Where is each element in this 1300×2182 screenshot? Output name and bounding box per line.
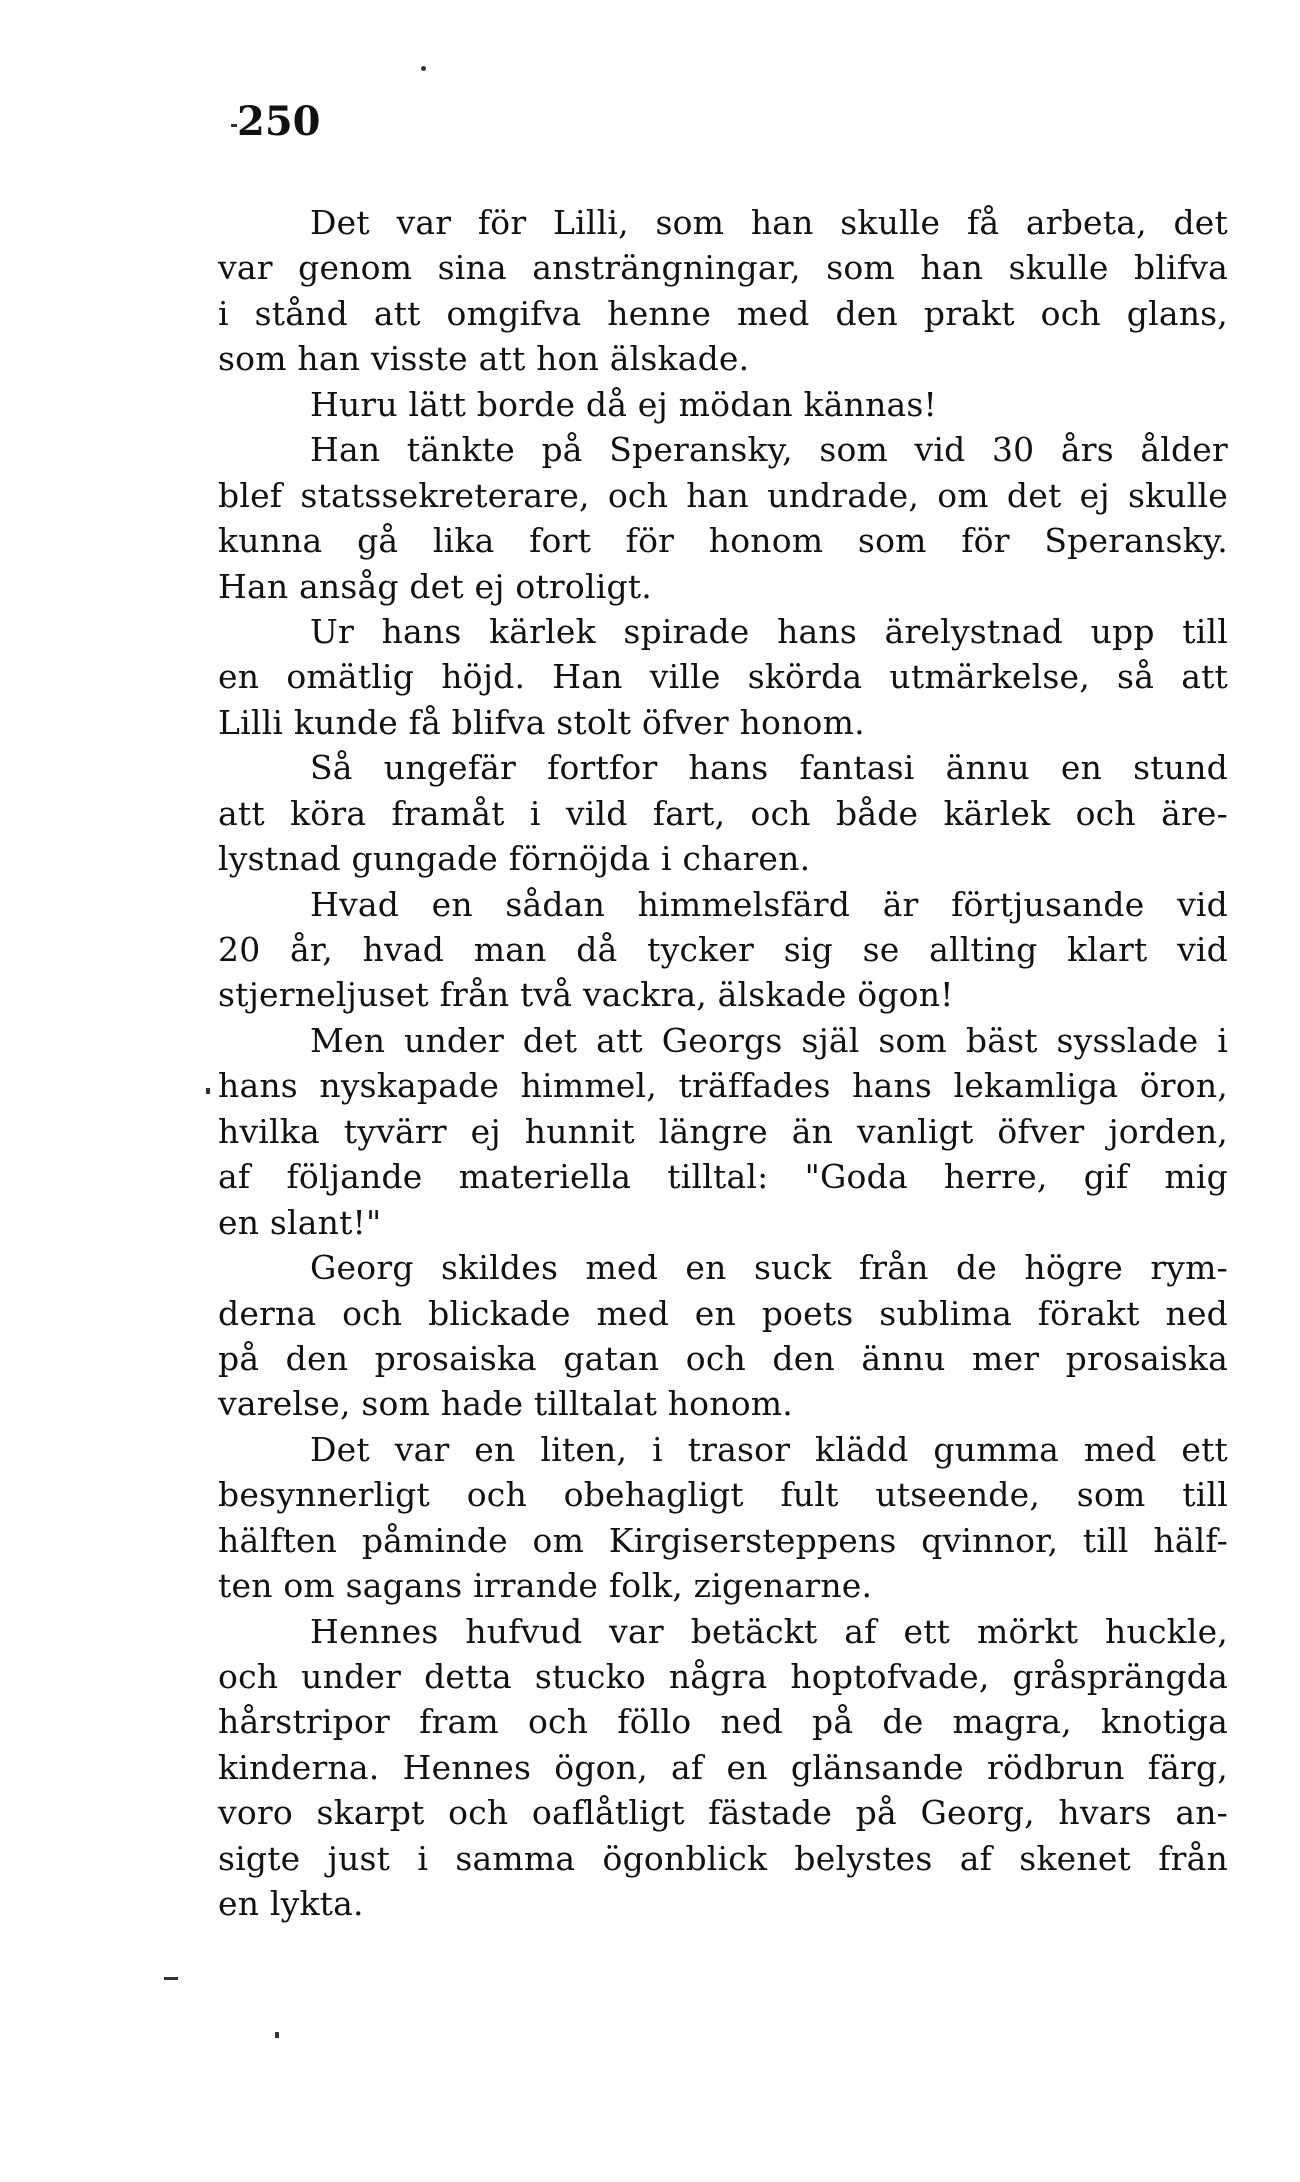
text-line: sigte just i samma ögonblick belystes af skenet från — [218, 1838, 1228, 1878]
print-speck — [421, 66, 426, 71]
text-line: Det var en liten, i trasor klädd gumma med ett — [310, 1429, 1228, 1469]
text-line: Georg skildes med en suck från de högre rym- — [310, 1248, 1228, 1288]
text-line: och under detta stucko några hoptofvade, gråsprängda — [218, 1657, 1228, 1696]
text-line: hvilka tyvärr ej hunnit längre än vanligt öfver jorden, — [218, 1111, 1228, 1151]
text-line: en lykta. — [218, 1884, 364, 1924]
text-line: voro skarpt och oaflåtligt fästade på Georg, hvars an- — [218, 1793, 1228, 1833]
text-line: ten om sagans irrande folk, zigenarne. — [218, 1566, 873, 1606]
text-line: stjerneljuset från två vackra, älskade ögon! — [218, 975, 954, 1015]
text-line: blef statssekreterare, och han undrade, om det ej skulle — [218, 475, 1228, 515]
text-line: att köra framåt i vild fart, och både kärlek och äre- — [218, 793, 1228, 833]
text-line: varelse, som hade tilltalat honom. — [218, 1384, 793, 1424]
text-line: besynnerligt och obehagligt fult utseende, som till — [218, 1475, 1228, 1515]
text-line: lystnad gungade förnöjda i charen. — [218, 839, 811, 879]
text-line: kinderna. Hennes ögon, af en glänsande rödbrun färg, — [218, 1747, 1228, 1787]
text-line: i stånd att omgifva henne med den prakt och glans, — [218, 293, 1228, 333]
text-line: Så ungefär fortfor hans fantasi ännu en stund — [310, 748, 1228, 788]
text-line: på den prosaiska gatan och den ännu mer prosaiska — [218, 1338, 1228, 1378]
text-line: som han visste att hon älskade. — [218, 339, 750, 379]
text-line: en slant!" — [218, 1202, 382, 1242]
text-line: hårstripor fram och föllo ned på de magra, knotiga — [218, 1702, 1228, 1742]
text-line: en omätlig höjd. Han ville skörda utmärkelse, så att — [218, 657, 1228, 697]
text-line: derna och blickade med en poets sublima förakt ned — [218, 1293, 1228, 1333]
text-line: kunna gå lika fort för honom som för Speransky. — [218, 521, 1228, 561]
text-line: hans nyskapade himmel, träffades hans lekamliga öron, — [218, 1066, 1228, 1106]
text-line: Han tänkte på Speransky, som vid 30 års ålder — [310, 430, 1228, 470]
margin-mark — [164, 1977, 178, 1980]
text-line: Hennes hufvud var betäckt af ett mörkt huckle, — [310, 1611, 1228, 1651]
body-text — [218, 200, 1228, 1927]
text-line: Huru lätt borde då ej mödan kännas! — [310, 384, 937, 424]
text-line: Ur hans kärlek spirade hans ärelystnad upp till — [310, 611, 1228, 651]
text-line: hälften påminde om Kirgisersteppens qvinnor, till hälf- — [218, 1520, 1228, 1560]
text-line: Det var för Lilli, som han skulle få arbeta, det — [310, 203, 1228, 242]
text-line: Han ansåg det ej otroligt. — [218, 566, 652, 606]
text-line: Men under det att Georgs själ som bäst sysslade i — [310, 1020, 1228, 1060]
text-line: var genom sina ansträngningar, som han skulle blifva — [218, 248, 1228, 288]
print-speck — [275, 2032, 279, 2038]
text-line: Lilli kunde få blifva stolt öfver honom. — [218, 702, 865, 742]
text-line: af följande materiella tilltal: "Goda herre, gif mig — [218, 1157, 1228, 1197]
print-speck — [206, 1088, 210, 1094]
text-line: 20 år, hvad man då tycker sig se allting klart vid — [218, 930, 1228, 969]
page-number: 250 — [237, 98, 321, 145]
text-line: Hvad en sådan himmelsfärd är förtjusande vid — [310, 884, 1228, 924]
